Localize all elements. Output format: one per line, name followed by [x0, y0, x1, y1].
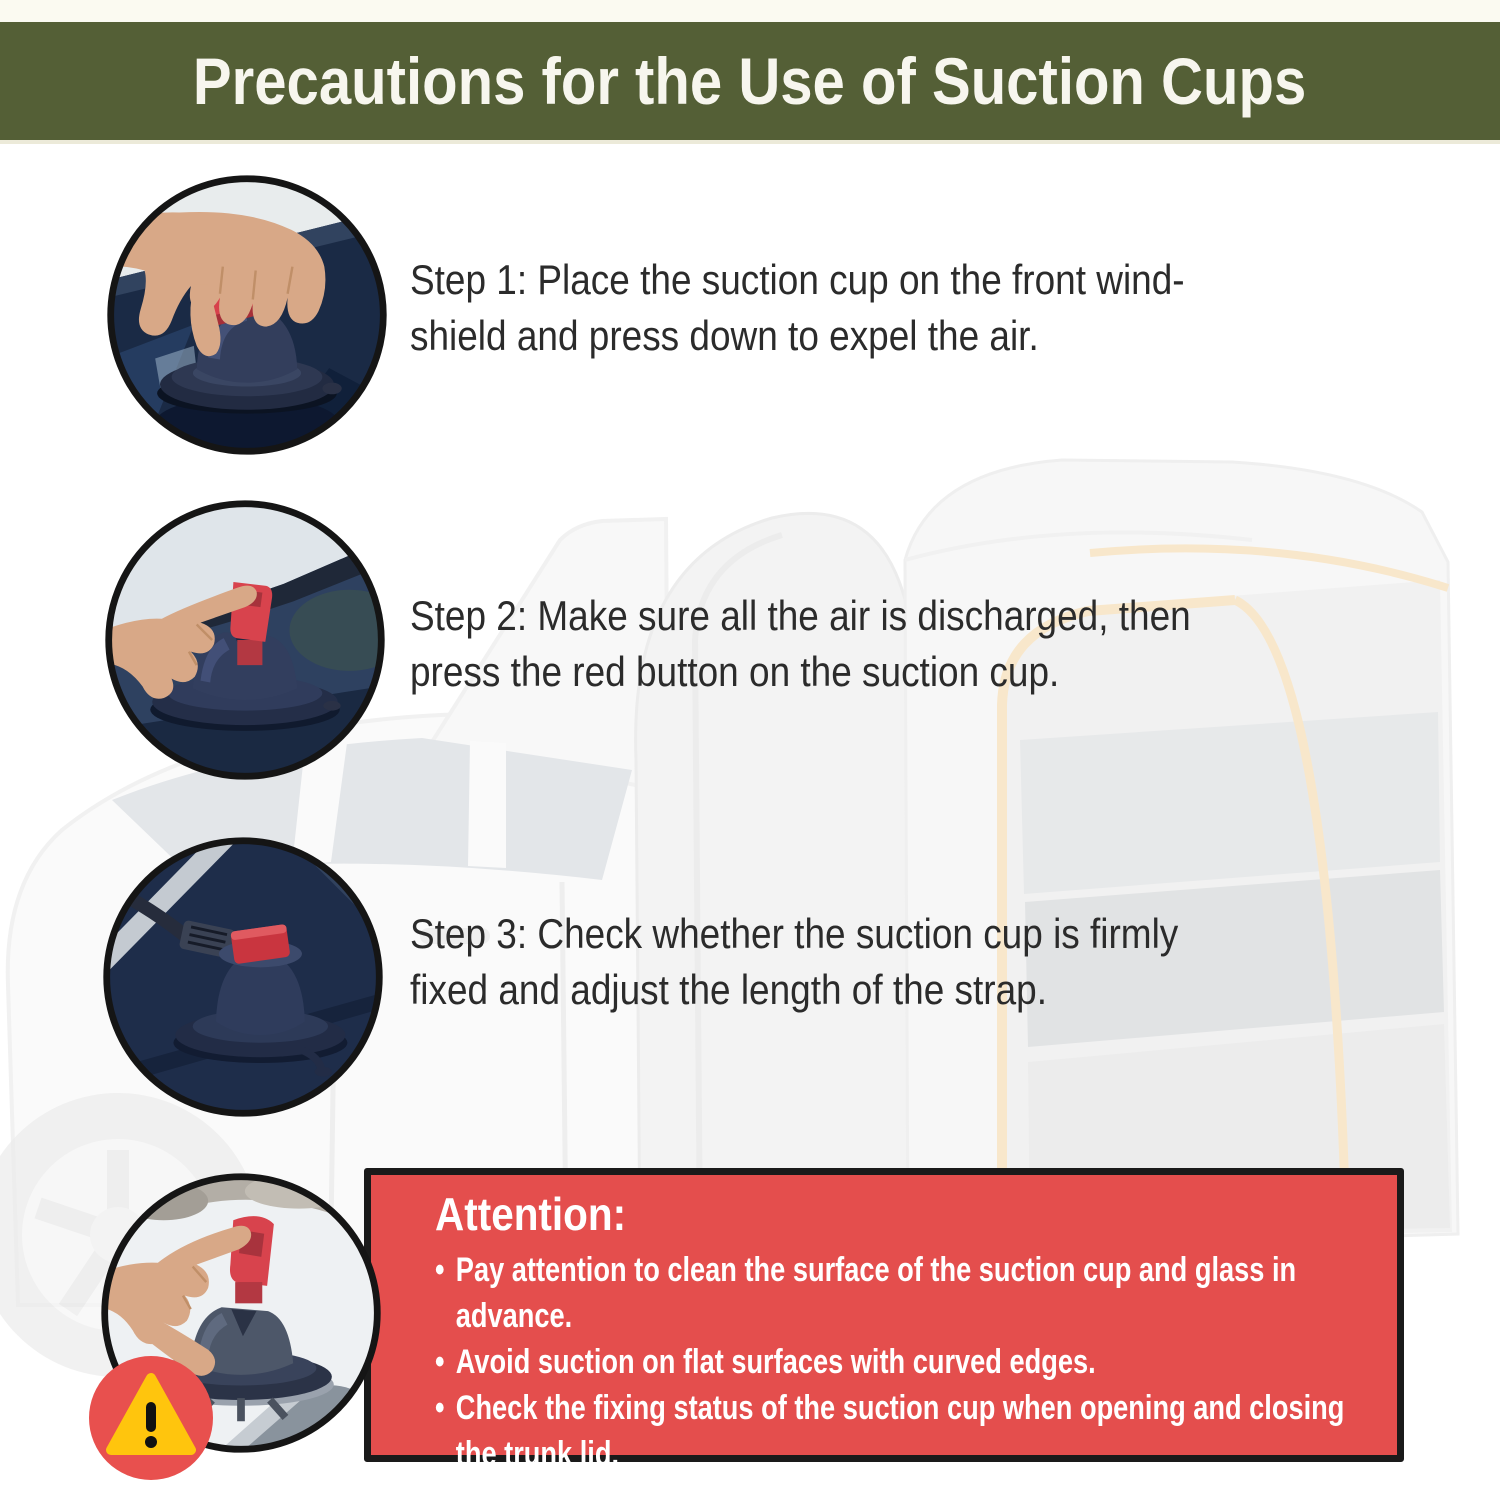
attention-item: • Check the fixing status of the suction cup when opening and closing the trunk lid.: [435, 1385, 1379, 1477]
photo-step-1: [102, 170, 392, 460]
photo-step-2: [100, 495, 390, 785]
exclamation-icon: [146, 1402, 156, 1432]
windshield-photo-1: [102, 170, 392, 460]
attention-heading: Attention:: [435, 1188, 627, 1240]
windshield-photo-2: [100, 495, 390, 785]
attention-item: • Avoid suction on flat surfaces with curved edges.: [435, 1339, 1379, 1385]
step-2-text: [410, 588, 1396, 700]
warning-badge: [87, 1354, 215, 1482]
step-line: Step 3: Check whether the suction cup is firmly: [410, 910, 1179, 957]
photo-step-3: [98, 832, 388, 1122]
step-line: Step 2: Make sure all the air is discharged, then: [410, 592, 1191, 639]
page-title: Precautions for the Use of Suction Cups: [193, 44, 1307, 118]
top-margin-strip: [0, 0, 1500, 22]
step-line: Step 1: Place the suction cup on the front wind-: [410, 256, 1185, 303]
windshield-photo-3: [98, 832, 388, 1122]
step-3-text: [410, 906, 1396, 1018]
step-line: shield and press down to expel the air.: [410, 312, 1039, 359]
attention-box: [364, 1168, 1404, 1473]
attention-list: [435, 1247, 1379, 1477]
step-line: fixed and adjust the length of the strap.: [410, 966, 1047, 1013]
attention-item: • Pay attention to clean the surface of the suction cup and glass in advance.: [435, 1247, 1379, 1339]
header-bar: [0, 22, 1500, 144]
step-line: press the red button on the suction cup.: [410, 648, 1060, 695]
step-1-text: [410, 252, 1396, 364]
